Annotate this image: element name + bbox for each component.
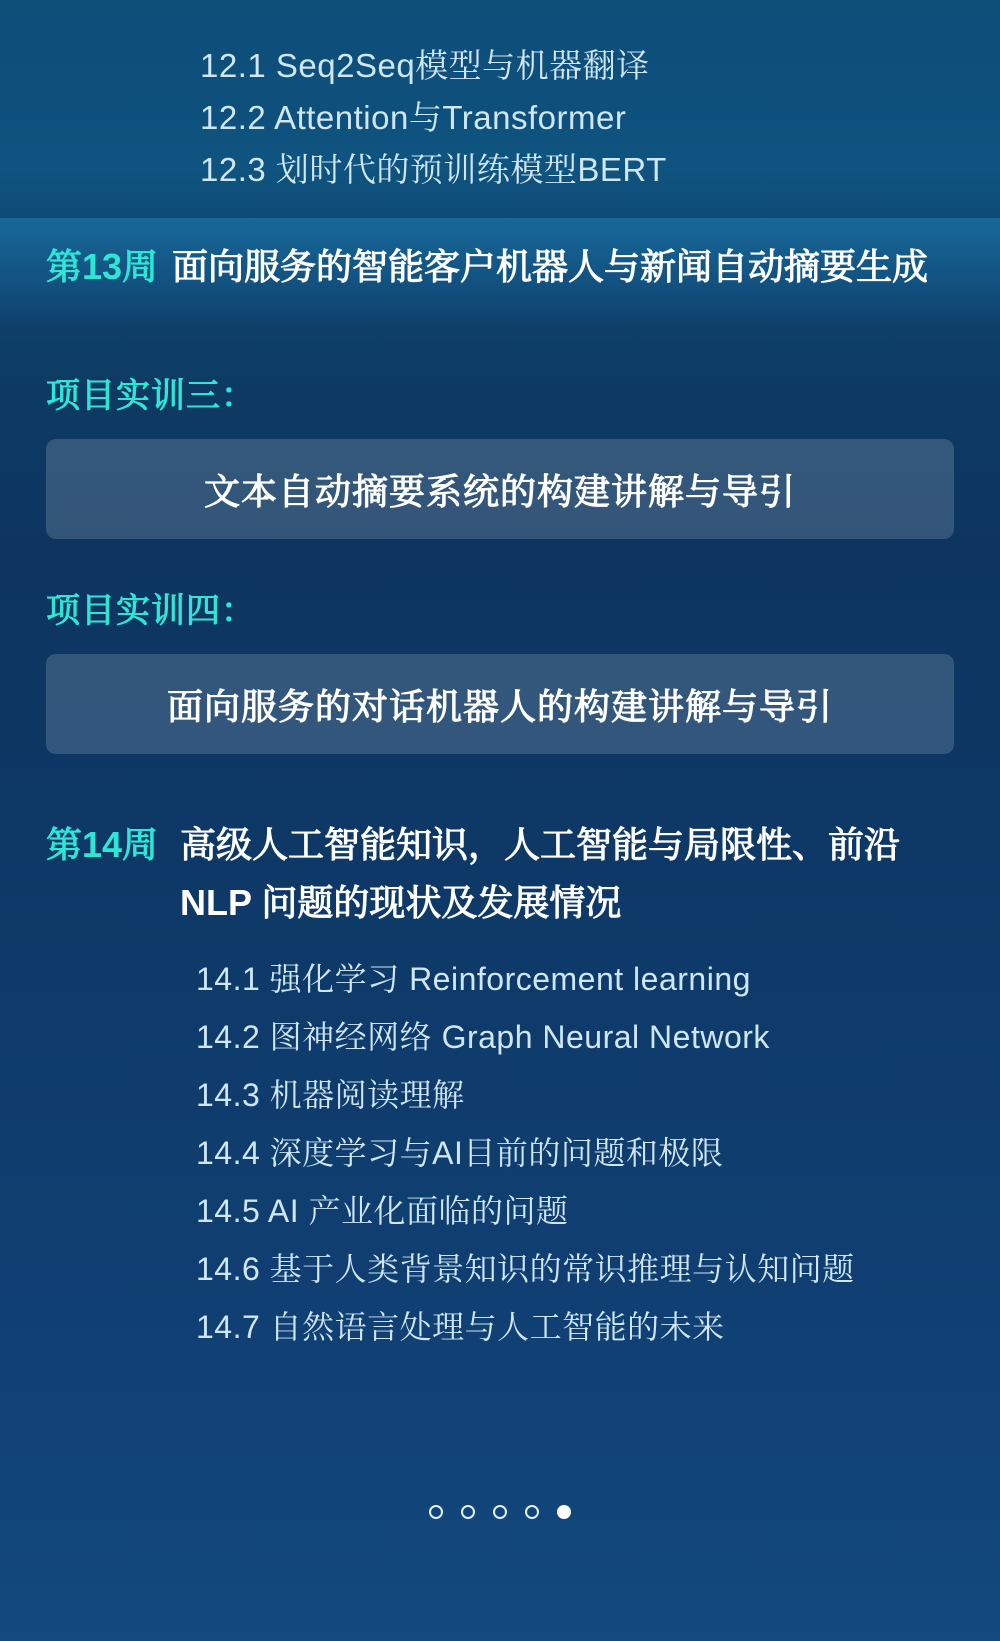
page-indicator[interactable] (0, 1505, 1000, 1519)
list-item: 12.2 Attention与Transformer (200, 99, 627, 136)
page-dot-3[interactable] (493, 1505, 507, 1519)
list-item: 14.6 基于人类背景知识的常识推理与认知问题 (196, 1251, 855, 1287)
practice4-card-text: 面向服务的对话机器人的构建讲解与导引 (166, 685, 833, 727)
week14-subitem-list (0, 950, 1000, 1356)
page-dot-1[interactable] (429, 1505, 443, 1519)
practice3-card-text: 文本自动摘要系统的构建讲解与导引 (203, 470, 796, 512)
week13-tag: 第13周 (46, 246, 159, 287)
list-item: 14.4 深度学习与AI目前的问题和极限 (196, 1135, 724, 1171)
list-item: 14.2 图神经网络 Graph Neural Network (196, 1019, 770, 1055)
list-item: 12.1 Seq2Seq模型与机器翻译 (200, 47, 650, 84)
list-item: 14.1 强化学习 Reinforcement learning (196, 961, 751, 997)
list-item: 14.5 AI 产业化面临的问题 (196, 1193, 569, 1229)
practice3-card[interactable] (46, 439, 954, 539)
week14-title: 高级人工智能知识，人工智能与局限性、前沿 NLP 问题的现状及发展情况 (180, 824, 901, 923)
week14-row (0, 816, 1000, 932)
practice4-card[interactable] (46, 654, 954, 754)
practice3-label: 项目实训三： (46, 377, 256, 415)
week13-band (0, 218, 1000, 324)
list-item: 12.3 划时代的预训练模型BERT (200, 151, 667, 188)
week14-tag: 第14周 (46, 824, 159, 865)
week13-title: 面向服务的智能客户机器人与新闻自动摘要生成 (172, 246, 929, 287)
week13-row (0, 236, 1000, 298)
list-item: 14.3 机器阅读理解 (196, 1077, 465, 1113)
list-item: 14.7 自然语言处理与人工智能的未来 (196, 1309, 725, 1345)
page-dot-2[interactable] (461, 1505, 475, 1519)
practice4-label: 项目实训四： (46, 592, 256, 630)
page-dot-4[interactable] (525, 1505, 539, 1519)
page-dot-5[interactable] (557, 1505, 571, 1519)
week12-subitem-list (0, 0, 1000, 206)
practice-sections (0, 368, 1000, 754)
